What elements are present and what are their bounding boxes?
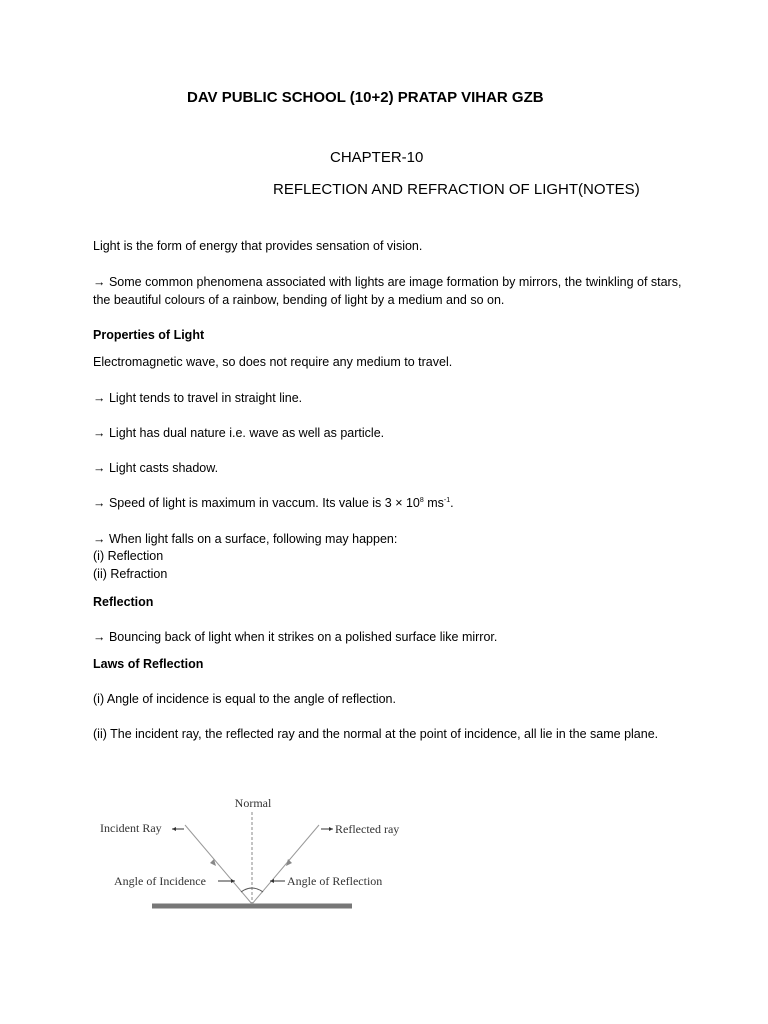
intro-paragraph: Light is the form of energy that provides sensation of vision. — [93, 239, 423, 253]
incident-pointer-arrow — [172, 827, 176, 831]
surface-intro: → When light falls on a surface, following may happen: — [93, 532, 398, 546]
property-speed — [93, 494, 683, 512]
reflected-ray-line — [252, 825, 319, 904]
properties-heading: Properties of Light — [93, 328, 205, 342]
law-two: (ii) The incident ray, the reflected ray and the normal at the point of incidence, all lie in the same plane. — [93, 727, 659, 741]
incidence-pointer-arrow — [231, 879, 235, 883]
reflected-ray-label: Reflected ray — [335, 822, 400, 836]
laws-heading: Laws of Reflection — [93, 657, 204, 671]
incident-ray-line — [185, 825, 252, 904]
speed-unit: ms — [423, 496, 444, 510]
reflection-diagram — [95, 792, 415, 917]
speed-text: → Speed of light is maximum in vaccum. Its value is 3 × 10 — [93, 496, 420, 510]
speed-end: . — [450, 496, 454, 510]
chapter-title: REFLECTION AND REFRACTION OF LIGHT(NOTES) — [273, 181, 640, 198]
surface-item-reflection: (i) Reflection — [93, 549, 164, 563]
reflected-pointer-arrow — [329, 827, 333, 831]
property-electromagnetic: Electromagnetic wave, so does not require any medium to travel. — [93, 355, 453, 369]
surface-item-refraction: (ii) Refraction — [93, 567, 168, 581]
normal-label: Normal — [234, 796, 272, 810]
angle-reflection-label: Angle of Reflection — [287, 874, 383, 888]
property-dual-nature: → Light has dual nature i.e. wave as well as particle. — [93, 426, 385, 440]
speed-unit-exponent: -1 — [443, 496, 451, 504]
reflection-definition: → Bouncing back of light when it strikes on a polished surface like mirror. — [93, 630, 498, 644]
phenomena-paragraph: → Some common phenomena associated with lights are image formation by mirrors, the twinkling of stars, the beautiful colours of a rainbow, bending of light by a medium and so on. — [93, 275, 682, 307]
speed-exponent: 8 — [419, 496, 424, 504]
chapter-number: CHAPTER-10 — [330, 149, 424, 166]
property-shadow: → Light casts shadow. — [93, 461, 219, 475]
school-name: DAV PUBLIC SCHOOL (10+2) PRATAP VIHAR GZB — [187, 89, 544, 106]
reflection-heading: Reflection — [93, 595, 154, 609]
angle-incidence-label: Angle of Incidence — [114, 874, 206, 888]
law-one: (i) Angle of incidence is equal to the angle of reflection. — [93, 692, 396, 706]
property-straight-line: → Light tends to travel in straight line. — [93, 391, 303, 405]
incident-ray-label: Incident Ray — [100, 821, 162, 835]
